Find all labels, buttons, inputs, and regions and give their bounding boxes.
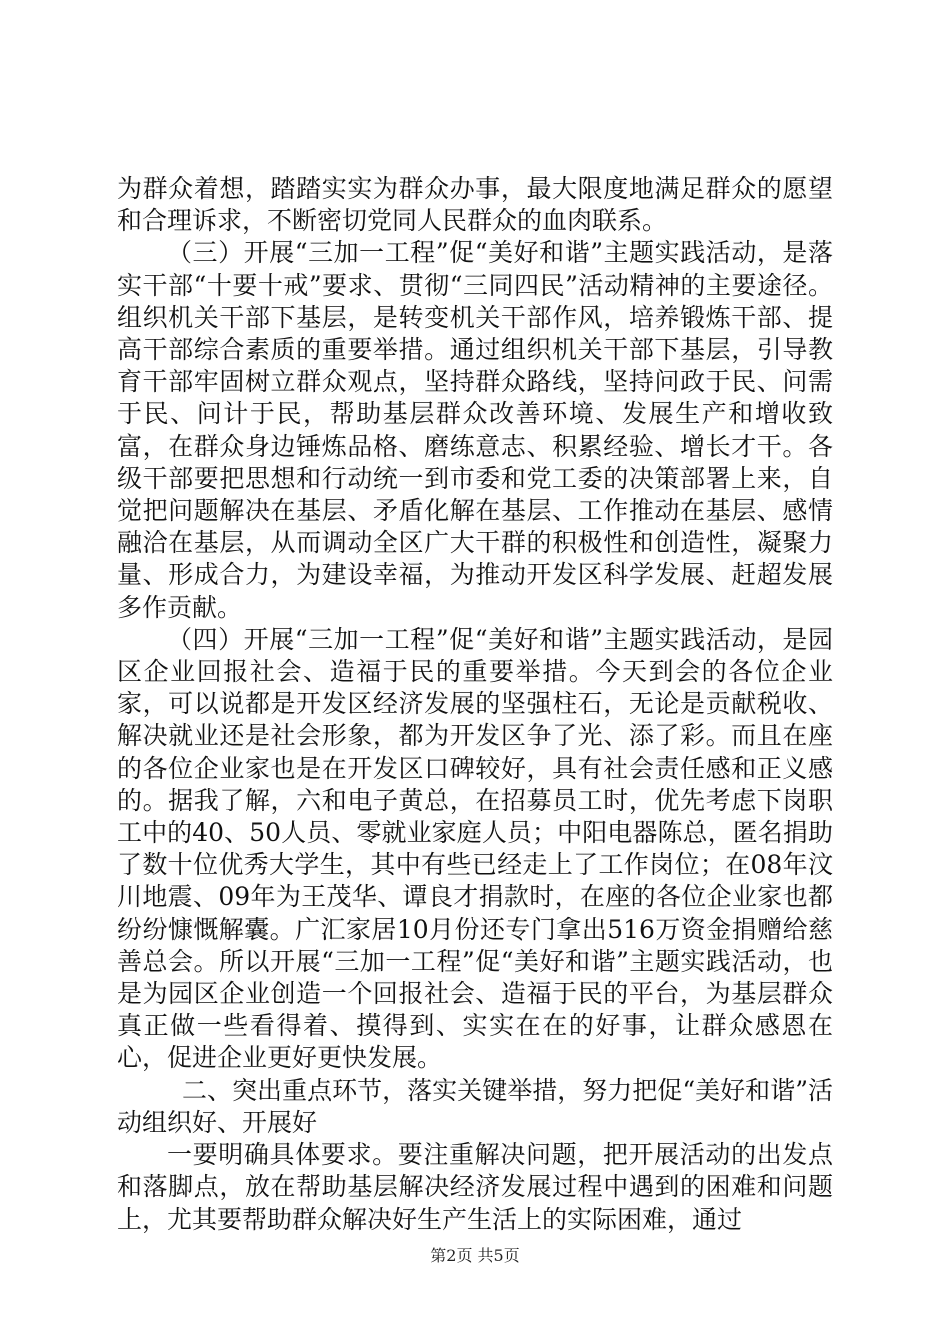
body-text [117, 173, 833, 1236]
paragraph-section-four: （四）开展“三加一工程”促“美好和谐”主题实践活动，是园区企业回报社会、造福于民的重要举措。今天到会的各位企业家，可以说都是开发区经济发展的坚强柱石，无论是贡献税收、解决就业还是社会形象，都为开发区争了光、添了彩。而且在座的各位企业家也是在开发区口碑较好，具有社会责任感和正义感的。据我了解，六和电子黄总，在招募员工时，优先考虑下岗职工中的40、50人员、零就业家庭人员；中阳电器陈总，匿名捐助了数十位优秀大学生，其中有些已经走上了工作岗位；在08年汶川地震、09年为王茂华、谭良才捐款时，在座的各位企业家也都纷纷慷慨解囊。广汇家居10月份还专门拿出516万资金捐赠给慈善总会。所以开展“三加一工程”促“美好和谐”主题实践活动，也是为园区企业创造一个回报社会、造福于民的平台，为基层群众真正做一些看得着、摸得到、实实在在的好事，让群众感恩在心，促进企业更好更快发展。 [117, 624, 833, 1073]
paragraph-section-three: （三）开展“三加一工程”促“美好和谐”主题实践活动，是落实干部“十要十戒”要求、贯彻“三同四民”活动精神的主要途径。组织机关干部下基层，是转变机关干部作风，培养锻炼干部、提高干部综合素质的重要举措。通过组织机关干部下基层，引导教育干部牢固树立群众观点，坚持群众路线，坚持问政于民、问需于民、问计于民，帮助基层群众改善环境、发展生产和增收致富，在群众身边锤炼品格、磨练意志、积累经验、增长才干。各级干部要把思想和行动统一到市委和党工委的决策部署上来，自觉把问题解决在基层、矛盾化解在基层、工作推动在基层、感情融洽在基层，从而调动全区广大干群的积极性和创造性，凝聚力量、形成合力，为建设幸福，为推动开发区科学发展、赶超发展多作贡献。 [117, 238, 833, 622]
paragraph-continuation: 为群众着想，踏踏实实为群众办事，最大限度地满足群众的愿望和合理诉求，不断密切党同人民群众的血肉联系。 [117, 174, 833, 236]
section-heading-two: 二、突出重点环节，落实关键举措，努力把促“美好和谐”活动组织好、开展好 [117, 1075, 833, 1137]
page-number-footer: 第2页 共5页 [430, 1246, 520, 1265]
paragraph-requirement-one: 一要明确具体要求。要注重解决问题，把开展活动的出发点和落脚点，放在帮助基层解决经济发展过程中遇到的困难和问题上，尤其要帮助群众解决好生产生活上的实际困难，通过 [117, 1140, 833, 1234]
